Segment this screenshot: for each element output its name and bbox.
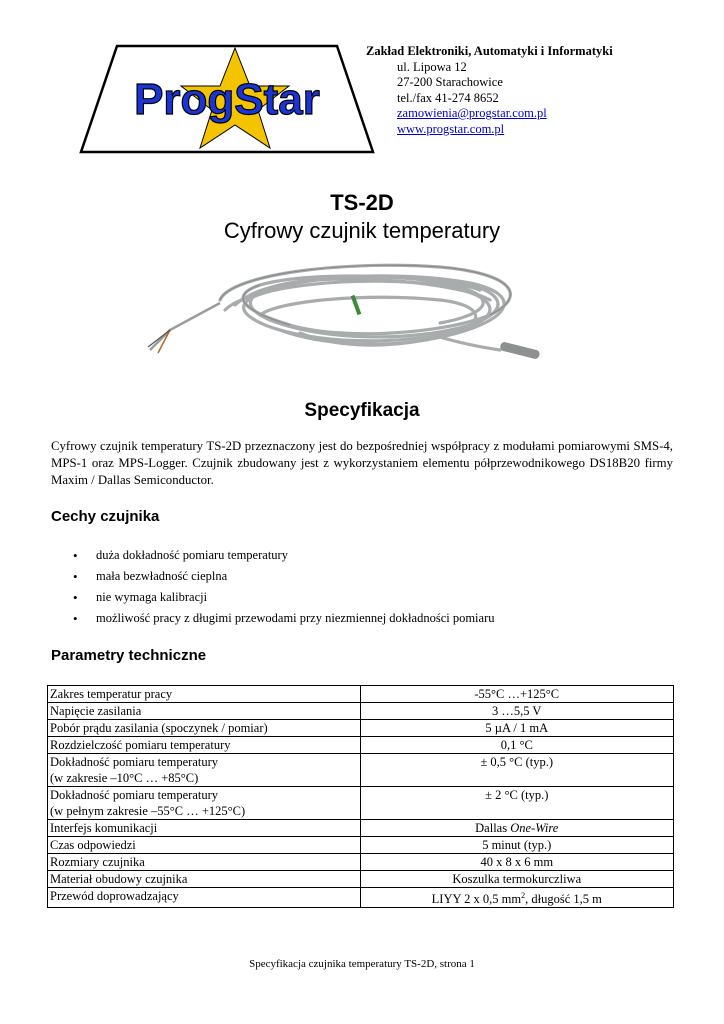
address-city: 27-200 Starachowice <box>397 75 503 89</box>
features-heading: Cechy czujnika <box>51 508 160 525</box>
list-item: • nie wymaga kalibracji <box>69 587 495 608</box>
email-link[interactable]: zamowienia@progstar.com.pl <box>397 106 547 120</box>
bullet-icon: • <box>73 548 78 563</box>
table-row: Materiał obudowy czujnika Koszulka termokurczliwa <box>48 871 674 888</box>
table-row: Przewód doprowadzający LIYY 2 x 0,5 $mm^2$, długość 1,5 m <box>48 888 674 908</box>
website-link[interactable]: www.progstar.com.pl <box>397 121 505 136</box>
params-table <box>47 685 674 908</box>
table-row: Dokładność pomiaru temperatury (w zakresie –10°C … +85°C) ± 0,5 °C (typ.) <box>48 754 674 787</box>
progstar-logo <box>79 44 375 154</box>
phone: tel./fax 41-274 8652 <box>397 90 499 105</box>
logo-text: ProgStar <box>134 75 320 124</box>
list-item: • duża dokładność pomiaru temperatury <box>69 545 495 566</box>
table-row: Pobór prądu zasilania (spoczynek / pomiar) 5 µA / 1 mA <box>48 720 674 737</box>
list-item: • możliwość pracy z długimi przewodami przy niezmiennej dokładności pomiaru <box>69 608 495 629</box>
params-heading: Parametry techniczne <box>51 647 207 664</box>
page-footer: Specyfikacja czujnika temperatury TS-2D, strona 1 <box>249 958 475 970</box>
product-subtitle: Cyfrowy czujnik temperatury <box>223 218 501 243</box>
company-info <box>366 44 613 137</box>
table-row: Dokładność pomiaru temperatury (w pełnym zakresie –55°C … +125°C) ± 2 °C (typ.) <box>48 787 674 820</box>
table-row: Napięcie zasilania 3 …5,5 V <box>48 703 674 720</box>
list-item: • mała bezwładność cieplna <box>69 566 495 587</box>
table-row: Rozdzielczość pomiaru temperatury 0,1 °C <box>48 737 674 754</box>
bullet-icon: • <box>73 611 78 626</box>
intro-paragraph: Cyfrowy czujnik temperatury TS-2D przeznaczony jest do bezpośredniej współpracy z modułami pomiarowymi SMS-4, MPS-1 oraz MPS-Logger. Czujnik zbudowany jest z wykorzystaniem elementu półprzewodnikowego DS18B20 firmy Maxim / Dallas Semiconductor. <box>51 439 673 487</box>
product-model: TS-2D <box>330 190 394 215</box>
address-street: ul. Lipowa 12 <box>397 59 467 74</box>
spec-heading: Specyfikacja <box>304 400 420 421</box>
bullet-icon: • <box>73 569 78 584</box>
table-row: Zakres temperatur pracy -55°C …+125°C <box>48 686 674 703</box>
features-list <box>69 545 495 629</box>
bullet-icon: • <box>73 590 78 605</box>
sensor-photo <box>140 255 560 375</box>
table-row: Rozmiary czujnika 40 x 8 x 6 mm <box>48 854 674 871</box>
table-row: Interfejs komunikacji Dallas One-Wire <box>48 820 674 837</box>
table-row: Czas odpowiedzi 5 minut (typ.) <box>48 837 674 854</box>
company-name: Zakład Elektroniki, Automatyki i Informatyki <box>366 44 613 58</box>
